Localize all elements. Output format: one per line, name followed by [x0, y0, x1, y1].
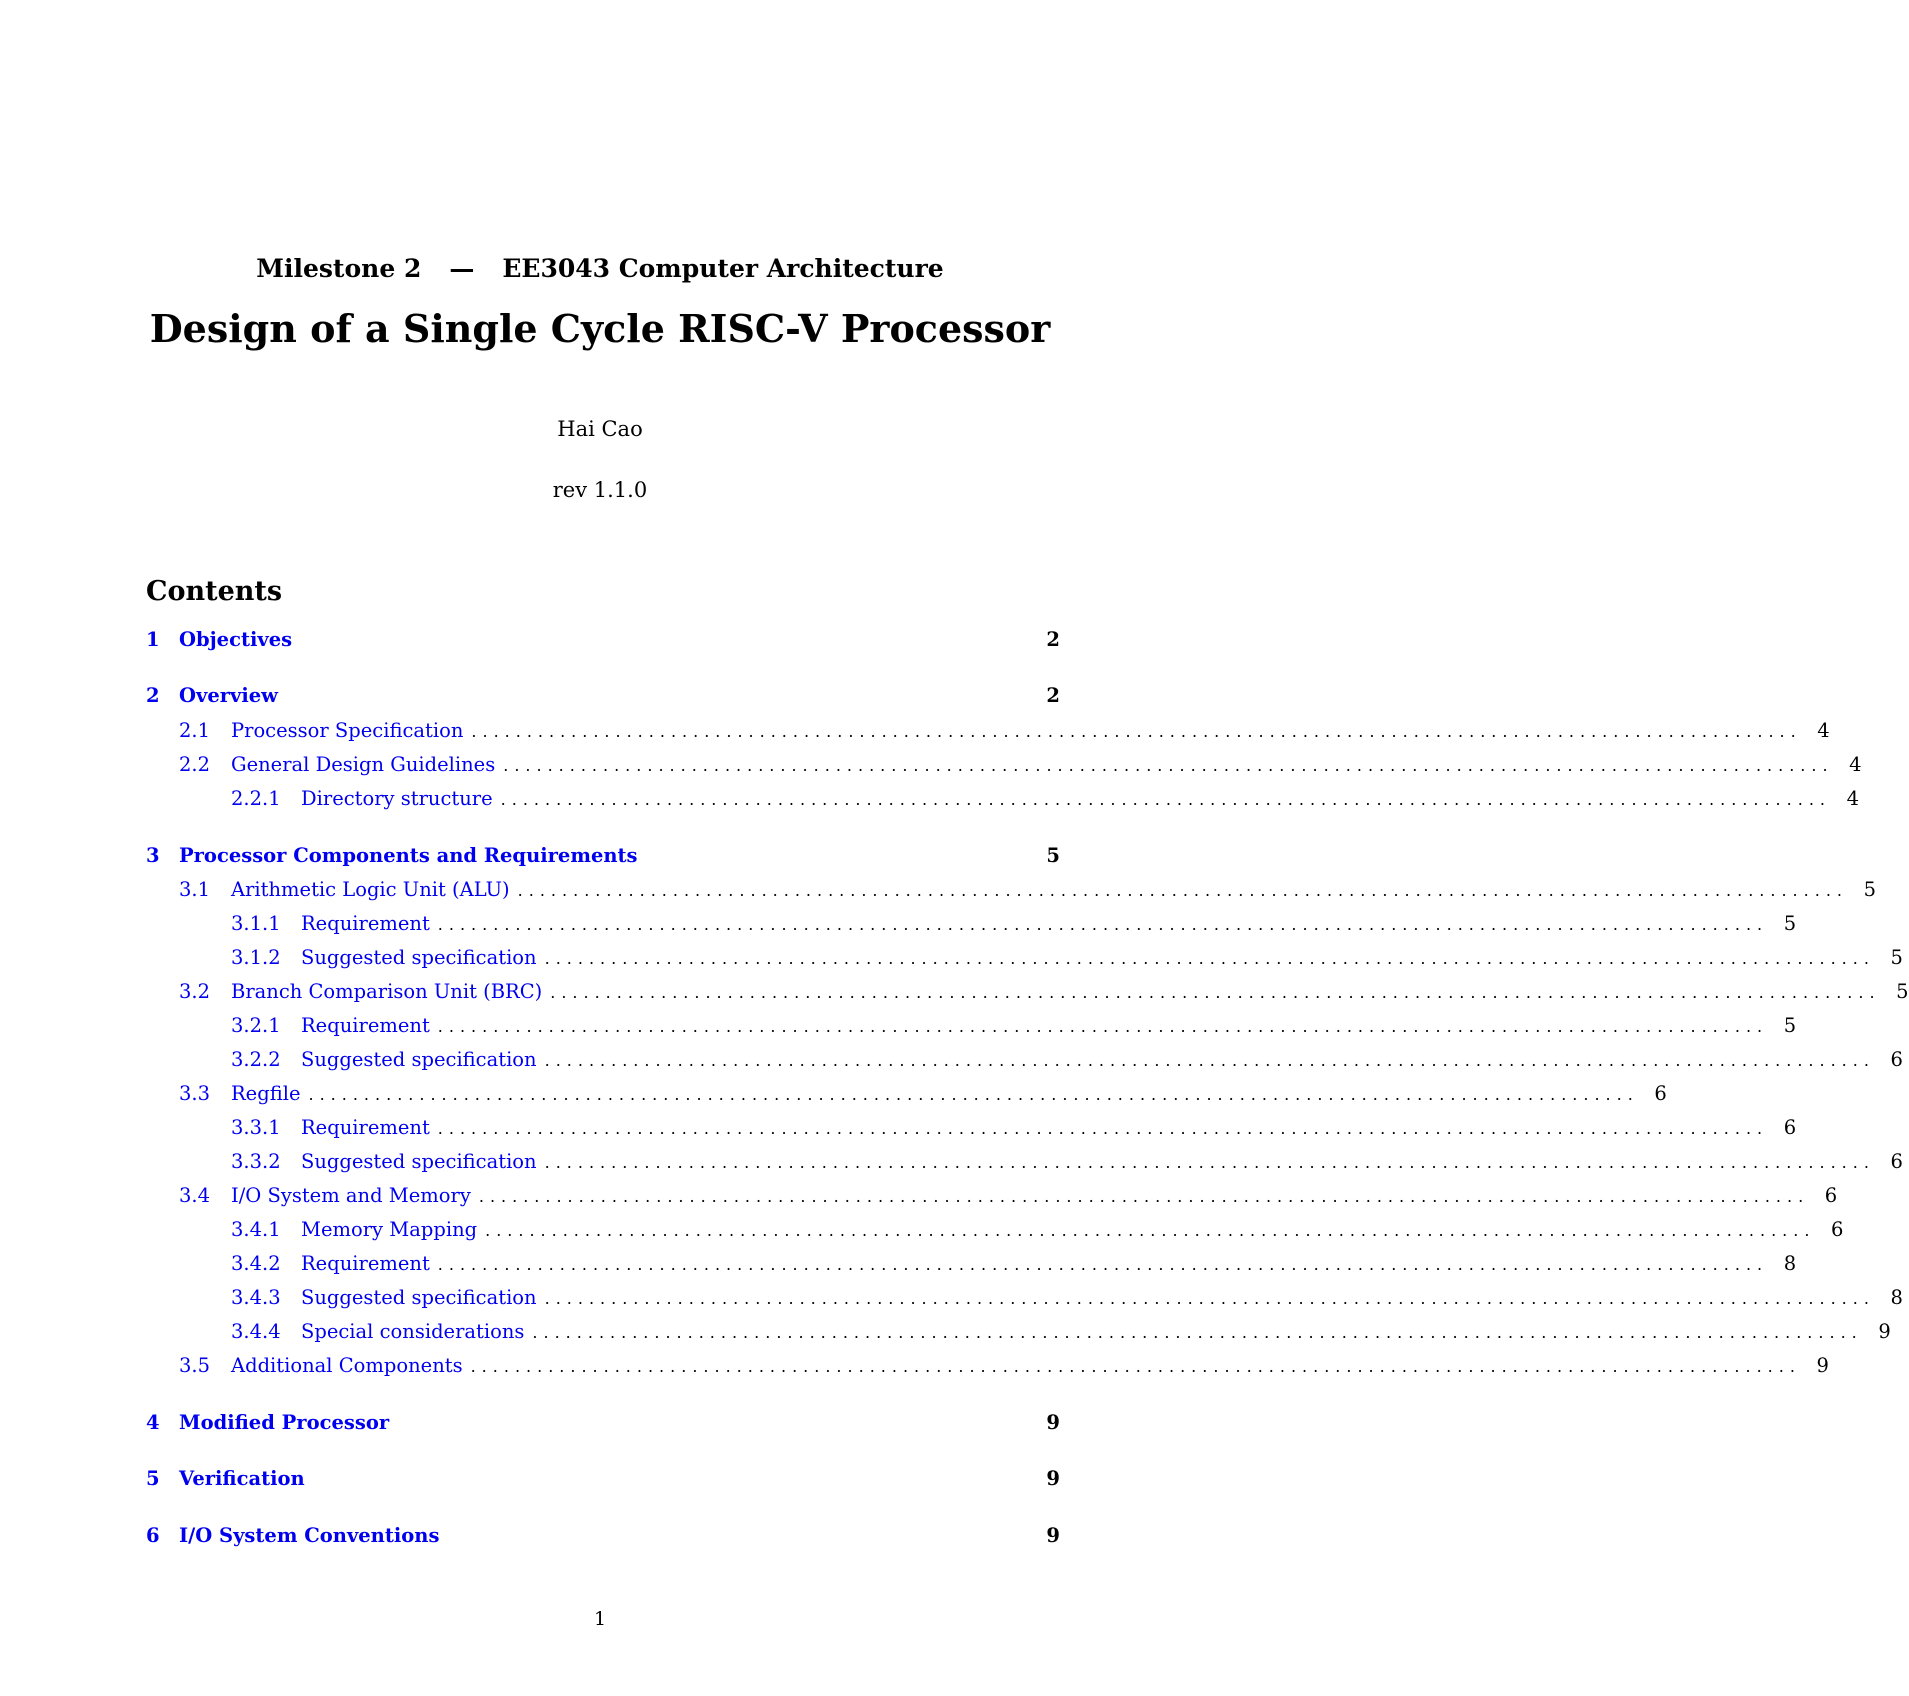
- toc-entry-title[interactable]: Requirement: [301, 912, 430, 935]
- toc-entry-number[interactable]: 3.4.3: [231, 1286, 281, 1309]
- toc-dot-leader: ........................................................................................................................: [544, 1051, 1875, 1070]
- toc-entry-page: 9: [1878, 1320, 1891, 1343]
- toc-entry-1[interactable]: [146, 626, 1060, 654]
- toc-entry-number[interactable]: 2.1: [179, 719, 211, 742]
- toc-entry-page: 9: [1046, 1411, 1060, 1434]
- toc-entry-number[interactable]: 2.2.1: [231, 787, 281, 810]
- toc-entry-3-4-2[interactable]: [146, 1250, 1797, 1278]
- toc-entry-3-3-2[interactable]: [146, 1148, 1903, 1176]
- toc-entry-3-2-2[interactable]: [146, 1046, 1903, 1074]
- toc-entry-number[interactable]: 3: [146, 844, 160, 867]
- toc-entry-number[interactable]: 3.1.2: [231, 946, 281, 969]
- toc-entry-title[interactable]: Requirement: [301, 1116, 430, 1139]
- toc-entry-page: 9: [1816, 1354, 1829, 1377]
- toc-entry-title[interactable]: Arithmetic Logic Unit (ALU): [231, 878, 510, 901]
- toc-entry-3-1-2[interactable]: [146, 944, 1903, 972]
- page-number: 1: [593, 1608, 607, 1630]
- toc-entry-number[interactable]: 2: [146, 684, 160, 707]
- toc-entry-2[interactable]: [146, 682, 1060, 710]
- toc-dot-leader: ........................................................................................................................: [437, 1017, 1769, 1036]
- toc-entry-4[interactable]: [146, 1409, 1060, 1437]
- toc-entry-title[interactable]: I/O System Conventions: [179, 1524, 440, 1547]
- toc-entry-page: 9: [1046, 1524, 1060, 1547]
- toc-entry-page: 6: [1654, 1082, 1667, 1105]
- toc-entry-3-4-1[interactable]: [146, 1216, 1844, 1244]
- toc-entry-5[interactable]: [146, 1465, 1060, 1493]
- toc-dot-leader: ........................................................................................................................: [308, 1085, 1639, 1104]
- toc-entry-number[interactable]: 3.3.1: [231, 1116, 281, 1139]
- toc-entry-title[interactable]: Objectives: [179, 628, 293, 651]
- toc-entry-title[interactable]: Memory Mapping: [301, 1218, 478, 1241]
- toc-entry-6[interactable]: [146, 1522, 1060, 1550]
- toc-dot-leader: ........................................................................................................................: [503, 756, 1834, 775]
- toc-entry-3-5[interactable]: [146, 1352, 1829, 1380]
- toc-entry-page: 6: [1890, 1150, 1903, 1173]
- toc-entry-number[interactable]: 3.3.2: [231, 1150, 281, 1173]
- toc-entry-page: 5: [1896, 980, 1909, 1003]
- toc-entry-title[interactable]: Verification: [179, 1467, 305, 1490]
- subtitle-separator: —: [449, 254, 475, 283]
- toc-entry-number[interactable]: 6: [146, 1524, 160, 1547]
- course-label: EE3043 Computer Architecture: [502, 254, 944, 283]
- toc-entry-title[interactable]: Directory structure: [301, 787, 493, 810]
- toc-dot-leader: ........................................................................................................................: [437, 1255, 1769, 1274]
- toc-dot-leader: ........................................................................................................................: [532, 1323, 1863, 1342]
- toc-entry-page: 8: [1783, 1252, 1797, 1275]
- toc-entry-title[interactable]: Regfile: [231, 1082, 301, 1105]
- toc-entry-3-1[interactable]: [146, 876, 1876, 904]
- toc-entry-number[interactable]: 3.2: [179, 980, 211, 1003]
- toc-entry-page: 5: [1783, 912, 1797, 935]
- contents-heading: Contents: [146, 576, 283, 607]
- toc-entry-number[interactable]: 4: [146, 1411, 160, 1434]
- toc-dot-leader: ........................................................................................................................: [544, 1153, 1875, 1172]
- toc-entry-number[interactable]: 3.4.4: [231, 1320, 281, 1343]
- toc-entry-title[interactable]: Processor Specification: [231, 719, 464, 742]
- toc-entry-title[interactable]: Overview: [179, 684, 278, 707]
- toc-entry-page: 2: [1046, 684, 1060, 707]
- toc-entry-3-2-1[interactable]: [146, 1012, 1797, 1040]
- toc-entry-title[interactable]: Additional Components: [231, 1354, 463, 1377]
- toc-dot-leader: ........................................................................................................................: [517, 881, 1848, 900]
- toc-entry-page: 6: [1824, 1184, 1838, 1207]
- toc-entry-3-4-4[interactable]: [146, 1318, 1891, 1346]
- toc-dot-leader: ........................................................................................................................: [471, 722, 1802, 741]
- toc-dot-leader: ........................................................................................................................: [478, 1187, 1810, 1206]
- toc-entry-title[interactable]: General Design Guidelines: [231, 753, 496, 776]
- toc-entry-page: 5: [1863, 878, 1876, 901]
- toc-entry-number[interactable]: 3.2.2: [231, 1048, 281, 1071]
- toc-entry-title[interactable]: Modified Processor: [179, 1411, 390, 1434]
- toc-entry-title[interactable]: Suggested specification: [301, 1048, 537, 1071]
- toc-entry-number[interactable]: 3.4: [179, 1184, 211, 1207]
- toc-dot-leader: ........................................................................................................................: [437, 915, 1769, 934]
- toc-entry-number[interactable]: 3.1: [179, 878, 211, 901]
- toc-dot-leader: ........................................................................................................................: [544, 949, 1875, 968]
- toc-dot-leader: ........................................................................................................................: [485, 1221, 1816, 1240]
- toc-entry-number[interactable]: 3.4.2: [231, 1252, 281, 1275]
- toc-entry-3-4-3[interactable]: [146, 1284, 1903, 1312]
- toc-entry-3-1-1[interactable]: [146, 910, 1797, 938]
- toc-entry-number[interactable]: 5: [146, 1467, 160, 1490]
- toc-dot-leader: ........................................................................................................................: [544, 1289, 1875, 1308]
- toc-entry-page: 6: [1890, 1048, 1903, 1071]
- toc-entry-title[interactable]: Branch Comparison Unit (BRC): [231, 980, 543, 1003]
- toc-entry-page: 5: [1890, 946, 1903, 969]
- toc-entry-page: 5: [1783, 1014, 1797, 1037]
- milestone-label: Milestone 2: [256, 254, 422, 283]
- toc-entry-page: 6: [1783, 1116, 1797, 1139]
- toc-dot-leader: ........................................................................................................................: [437, 1119, 1769, 1138]
- toc-entry-2-1[interactable]: [146, 717, 1830, 745]
- toc-entry-title[interactable]: Requirement: [301, 1252, 430, 1275]
- toc-entry-title[interactable]: Suggested specification: [301, 1150, 537, 1173]
- toc-entry-3[interactable]: [146, 842, 1060, 870]
- toc-entry-number[interactable]: 3.5: [179, 1354, 211, 1377]
- toc-entry-number[interactable]: 3.4.1: [231, 1218, 281, 1241]
- toc-entry-page: 4: [1846, 787, 1859, 810]
- author-name: Hai Cao: [557, 417, 643, 441]
- toc-dot-leader: ........................................................................................................................: [500, 790, 1831, 809]
- toc-entry-title[interactable]: Requirement: [301, 1014, 430, 1037]
- toc-entry-page: 2: [1046, 628, 1060, 651]
- toc-entry-title[interactable]: Suggested specification: [301, 1286, 537, 1309]
- toc-entry-page: 6: [1831, 1218, 1844, 1241]
- toc-entry-2-2[interactable]: [146, 751, 1862, 779]
- revision-label: rev 1.1.0: [552, 478, 648, 502]
- toc-entry-3-4[interactable]: [146, 1182, 1838, 1210]
- toc-entry-page: 4: [1817, 719, 1830, 742]
- toc-entry-title[interactable]: I/O System and Memory: [231, 1184, 471, 1207]
- toc-entry-title[interactable]: Special considerations: [301, 1320, 525, 1343]
- document-subtitle: [0, 254, 1200, 283]
- toc-entry-page: 4: [1849, 753, 1862, 776]
- toc-entry-number[interactable]: 3.1.1: [231, 912, 281, 935]
- toc-entry-page: 5: [1046, 844, 1060, 867]
- toc-entry-title[interactable]: Processor Components and Requirements: [179, 844, 638, 867]
- toc-entry-2-2-1[interactable]: [146, 785, 1859, 813]
- toc-entry-3-3-1[interactable]: [146, 1114, 1797, 1142]
- toc-entry-page: 9: [1046, 1467, 1060, 1490]
- toc-entry-3-2[interactable]: [146, 978, 1909, 1006]
- toc-entry-number[interactable]: 3.3: [179, 1082, 211, 1105]
- toc-dot-leader: ........................................................................................................................: [470, 1357, 1801, 1376]
- toc-entry-title[interactable]: Suggested specification: [301, 946, 537, 969]
- toc-dot-leader: ........................................................................................................................: [550, 983, 1881, 1002]
- toc-entry-number[interactable]: 2.2: [179, 753, 211, 776]
- toc-entry-page: 8: [1890, 1286, 1903, 1309]
- toc-entry-number[interactable]: 1: [146, 628, 160, 651]
- toc-entry-number[interactable]: 3.2.1: [231, 1014, 281, 1037]
- toc-entry-3-3[interactable]: [146, 1080, 1667, 1108]
- document-title: Design of a Single Cycle RISC-V Processor: [149, 306, 1051, 351]
